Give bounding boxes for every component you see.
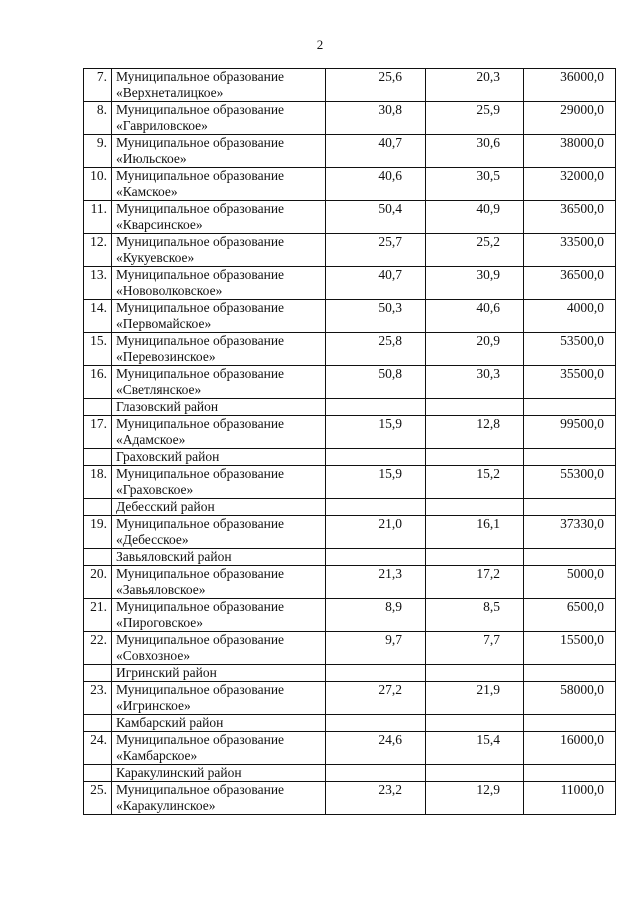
table-row [84, 69, 616, 102]
municipality-name [112, 682, 326, 715]
name-line-1: Муниципальное образование [116, 201, 285, 216]
empty-cell [524, 715, 616, 732]
municipality-name [112, 135, 326, 168]
empty-cell [426, 449, 524, 466]
value-3-cell: 33500,0 [524, 234, 616, 267]
empty-cell [426, 715, 524, 732]
municipality-name [112, 466, 326, 499]
empty-cell [524, 399, 616, 416]
value-3-cell: 35500,0 [524, 366, 616, 399]
row-number-empty [84, 449, 112, 466]
value-3-cell: 53500,0 [524, 333, 616, 366]
district-name: Каракулинский район [112, 765, 326, 782]
value-2-cell: 20,3 [426, 69, 524, 102]
empty-cell [326, 449, 426, 466]
name-line-2: «Июльское» [116, 151, 187, 166]
value-1-cell: 40,6 [326, 168, 426, 201]
name-line-1: Муниципальное образование [116, 300, 285, 315]
row-number: 19. [84, 516, 112, 549]
row-number: 13. [84, 267, 112, 300]
name-line-1: Муниципальное образование [116, 69, 285, 84]
table-row [84, 201, 616, 234]
name-line-2: «Верхнеталицкое» [116, 85, 224, 100]
value-2-cell: 17,2 [426, 566, 524, 599]
row-number-empty [84, 715, 112, 732]
row-number-empty [84, 399, 112, 416]
district-row [84, 549, 616, 566]
value-1-cell: 23,2 [326, 782, 426, 815]
value-1-cell: 30,8 [326, 102, 426, 135]
value-3-cell: 4000,0 [524, 300, 616, 333]
value-3-cell: 38000,0 [524, 135, 616, 168]
table-row [84, 366, 616, 399]
value-3-cell: 6500,0 [524, 599, 616, 632]
value-2-cell: 40,9 [426, 201, 524, 234]
table-row [84, 599, 616, 632]
table-row [84, 516, 616, 549]
value-3-cell: 16000,0 [524, 732, 616, 765]
empty-cell [426, 499, 524, 516]
municipality-name [112, 69, 326, 102]
value-1-cell: 15,9 [326, 466, 426, 499]
municipality-name [112, 168, 326, 201]
name-line-2: «Совхозное» [116, 648, 191, 663]
name-line-2: «Кварсинское» [116, 217, 203, 232]
district-row [84, 499, 616, 516]
table-row [84, 566, 616, 599]
row-number: 9. [84, 135, 112, 168]
district-row [84, 449, 616, 466]
value-3-cell: 32000,0 [524, 168, 616, 201]
municipality-name [112, 516, 326, 549]
name-line-1: Муниципальное образование [116, 566, 285, 581]
district-name: Завьяловский район [112, 549, 326, 566]
value-1-cell: 40,7 [326, 267, 426, 300]
table-row [84, 732, 616, 765]
value-3-cell: 37330,0 [524, 516, 616, 549]
district-name: Камбарский район [112, 715, 326, 732]
row-number: 24. [84, 732, 112, 765]
value-1-cell: 25,7 [326, 234, 426, 267]
municipality-name [112, 333, 326, 366]
value-2-cell: 12,8 [426, 416, 524, 449]
value-1-cell: 24,6 [326, 732, 426, 765]
empty-cell [524, 499, 616, 516]
empty-cell [326, 549, 426, 566]
value-3-cell: 11000,0 [524, 782, 616, 815]
name-line-2: «Гавриловское» [116, 118, 208, 133]
name-line-2: «Кукуевское» [116, 250, 195, 265]
municipality-name [112, 267, 326, 300]
value-3-cell: 55300,0 [524, 466, 616, 499]
name-line-2: «Пироговское» [116, 615, 203, 630]
value-3-cell: 58000,0 [524, 682, 616, 715]
value-1-cell: 50,8 [326, 366, 426, 399]
name-line-1: Муниципальное образование [116, 682, 285, 697]
row-number: 25. [84, 782, 112, 815]
value-3-cell: 36500,0 [524, 267, 616, 300]
row-number: 23. [84, 682, 112, 715]
value-2-cell: 21,9 [426, 682, 524, 715]
district-row [84, 665, 616, 682]
municipality-name [112, 416, 326, 449]
row-number: 7. [84, 69, 112, 102]
row-number-empty [84, 765, 112, 782]
value-1-cell: 25,6 [326, 69, 426, 102]
empty-cell [426, 765, 524, 782]
table-body [84, 69, 616, 815]
district-name: Дебесский район [112, 499, 326, 516]
empty-cell [326, 765, 426, 782]
value-2-cell: 25,9 [426, 102, 524, 135]
empty-cell [524, 449, 616, 466]
table-row [84, 234, 616, 267]
table-row [84, 168, 616, 201]
name-line-2: «Граховское» [116, 482, 194, 497]
name-line-2: «Игринское» [116, 698, 191, 713]
name-line-1: Муниципальное образование [116, 366, 285, 381]
municipality-name [112, 732, 326, 765]
name-line-1: Муниципальное образование [116, 267, 285, 282]
row-number: 12. [84, 234, 112, 267]
table-row [84, 267, 616, 300]
row-number: 15. [84, 333, 112, 366]
row-number: 14. [84, 300, 112, 333]
value-2-cell: 30,9 [426, 267, 524, 300]
value-2-cell: 20,9 [426, 333, 524, 366]
value-3-cell: 5000,0 [524, 566, 616, 599]
value-2-cell: 15,4 [426, 732, 524, 765]
municipality-name [112, 566, 326, 599]
name-line-1: Муниципальное образование [116, 333, 285, 348]
table-row [84, 416, 616, 449]
municipality-name [112, 782, 326, 815]
name-line-1: Муниципальное образование [116, 168, 285, 183]
name-line-1: Муниципальное образование [116, 516, 285, 531]
row-number: 20. [84, 566, 112, 599]
value-3-cell: 36000,0 [524, 69, 616, 102]
row-number: 11. [84, 201, 112, 234]
district-name: Граховский район [112, 449, 326, 466]
value-2-cell: 30,5 [426, 168, 524, 201]
value-1-cell: 40,7 [326, 135, 426, 168]
name-line-2: «Перевозинское» [116, 349, 216, 364]
value-3-cell: 15500,0 [524, 632, 616, 665]
name-line-1: Муниципальное образование [116, 599, 285, 614]
empty-cell [426, 549, 524, 566]
empty-cell [426, 399, 524, 416]
value-1-cell: 50,3 [326, 300, 426, 333]
name-line-2: «Первомайское» [116, 316, 212, 331]
row-number: 17. [84, 416, 112, 449]
value-3-cell: 29000,0 [524, 102, 616, 135]
row-number-empty [84, 665, 112, 682]
table-row [84, 782, 616, 815]
name-line-1: Муниципальное образование [116, 632, 285, 647]
row-number: 21. [84, 599, 112, 632]
empty-cell [524, 765, 616, 782]
empty-cell [426, 665, 524, 682]
name-line-1: Муниципальное образование [116, 102, 285, 117]
name-line-1: Муниципальное образование [116, 234, 285, 249]
municipality-name [112, 201, 326, 234]
district-row [84, 765, 616, 782]
name-line-1: Муниципальное образование [116, 466, 285, 481]
name-line-2: «Камское» [116, 184, 178, 199]
value-2-cell: 30,6 [426, 135, 524, 168]
name-line-2: «Каракулинское» [116, 798, 216, 813]
name-line-2: «Камбарское» [116, 748, 198, 763]
value-1-cell: 9,7 [326, 632, 426, 665]
empty-cell [326, 399, 426, 416]
value-2-cell: 16,1 [426, 516, 524, 549]
municipality-name [112, 599, 326, 632]
value-1-cell: 50,4 [326, 201, 426, 234]
value-1-cell: 21,3 [326, 566, 426, 599]
table-row [84, 632, 616, 665]
value-2-cell: 12,9 [426, 782, 524, 815]
value-2-cell: 8,5 [426, 599, 524, 632]
value-1-cell: 25,8 [326, 333, 426, 366]
empty-cell [326, 499, 426, 516]
value-1-cell: 15,9 [326, 416, 426, 449]
municipality-name [112, 300, 326, 333]
municipality-name [112, 102, 326, 135]
name-line-2: «Дебесское» [116, 532, 189, 547]
empty-cell [524, 665, 616, 682]
municipalities-table [83, 68, 616, 815]
table-row [84, 102, 616, 135]
row-number-empty [84, 549, 112, 566]
value-1-cell: 27,2 [326, 682, 426, 715]
name-line-2: «Завьяловское» [116, 582, 206, 597]
value-3-cell: 99500,0 [524, 416, 616, 449]
table-row [84, 333, 616, 366]
row-number: 10. [84, 168, 112, 201]
row-number: 18. [84, 466, 112, 499]
district-row [84, 399, 616, 416]
table-row [84, 466, 616, 499]
name-line-1: Муниципальное образование [116, 416, 285, 431]
row-number: 8. [84, 102, 112, 135]
name-line-1: Муниципальное образование [116, 135, 285, 150]
value-2-cell: 25,2 [426, 234, 524, 267]
name-line-2: «Адамское» [116, 432, 186, 447]
value-2-cell: 40,6 [426, 300, 524, 333]
row-number-empty [84, 499, 112, 516]
district-row [84, 715, 616, 732]
value-3-cell: 36500,0 [524, 201, 616, 234]
municipality-name [112, 632, 326, 665]
value-1-cell: 21,0 [326, 516, 426, 549]
value-2-cell: 30,3 [426, 366, 524, 399]
empty-cell [326, 715, 426, 732]
empty-cell [326, 665, 426, 682]
table-row [84, 300, 616, 333]
district-name: Игринский район [112, 665, 326, 682]
value-2-cell: 15,2 [426, 466, 524, 499]
page-number: 2 [316, 37, 324, 52]
value-1-cell: 8,9 [326, 599, 426, 632]
name-line-1: Муниципальное образование [116, 732, 285, 747]
row-number: 16. [84, 366, 112, 399]
name-line-2: «Нововолковское» [116, 283, 223, 298]
name-line-2: «Светлянское» [116, 382, 202, 397]
municipality-name [112, 366, 326, 399]
district-name: Глазовский район [112, 399, 326, 416]
row-number: 22. [84, 632, 112, 665]
value-2-cell: 7,7 [426, 632, 524, 665]
table-row [84, 682, 616, 715]
empty-cell [524, 549, 616, 566]
table-row [84, 135, 616, 168]
name-line-1: Муниципальное образование [116, 782, 285, 797]
municipality-name [112, 234, 326, 267]
